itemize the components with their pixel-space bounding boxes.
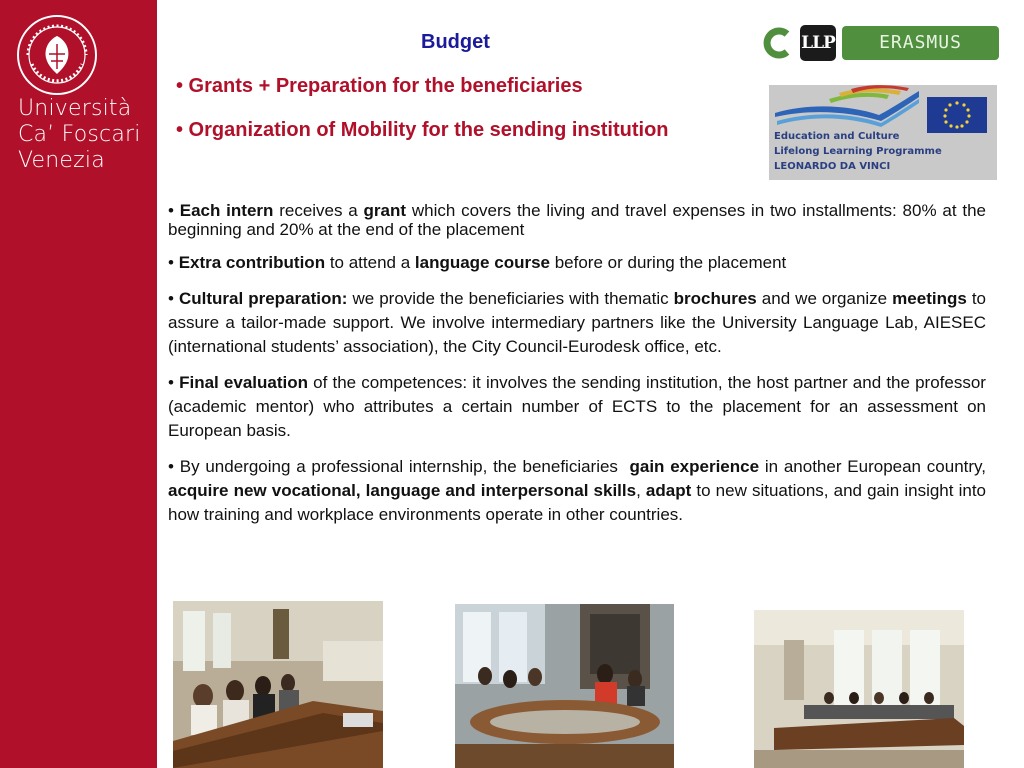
bold-text: Extra contribution — [178, 253, 326, 272]
paragraph-final-evaluation — [168, 371, 986, 443]
text: By undergoing a professional internship, the beneficiaries — [179, 457, 630, 476]
erasmus-llp-logo — [762, 25, 1000, 61]
text: to attend a — [325, 253, 415, 272]
bold-text: Each intern — [179, 201, 274, 220]
leonardo-line: LEONARDO DA VINCI — [774, 161, 891, 172]
bold-text: Cultural preparation: — [178, 289, 348, 308]
bold-text: meetings — [892, 289, 967, 308]
bold-text: language course — [414, 253, 550, 272]
bold-text: gain experience — [629, 457, 760, 476]
text: in another European country, — [759, 457, 986, 476]
university-name-line: Università — [18, 96, 132, 121]
leonardo-banner — [769, 85, 997, 180]
meeting-room-photo-1 — [173, 601, 383, 768]
bold-text: brochures — [673, 289, 757, 308]
leonardo-line: Education and Culture — [774, 131, 900, 142]
leonardo-line: Lifelong Learning Programme — [774, 146, 942, 157]
text: before or during the placement — [550, 253, 787, 272]
bold-text: acquire new vocational, language and interpersonal skills — [168, 481, 637, 500]
sidebar-band — [0, 0, 157, 768]
paragraph-extra-contribution — [168, 251, 986, 275]
bold-text: adapt — [645, 481, 692, 500]
paragraph-internship-benefits — [168, 455, 986, 527]
bold-text: Final evaluation — [179, 373, 309, 392]
page-title: Budget — [421, 31, 490, 53]
university-name — [18, 96, 154, 174]
text: which covers the living and travel expenses in two installments: 80% at the beginning and 20% at the end of the placement — [168, 201, 986, 239]
paragraph-cultural-preparation — [168, 287, 986, 359]
text: , — [636, 481, 646, 500]
body-content — [168, 201, 986, 539]
bullet: • — [168, 289, 179, 308]
llp-c-icon — [762, 26, 796, 60]
paragraph-grant — [168, 201, 986, 239]
text: receives a — [273, 201, 364, 220]
bullet: • — [168, 373, 180, 392]
text: to new situations, and gain insight into how training and workplace environments operate in other countries. — [168, 481, 986, 524]
university-name-line: Ca’ Foscari — [18, 122, 141, 147]
bold-text: grant — [363, 201, 407, 220]
llp-badge: LLP — [800, 25, 836, 61]
text: we provide the beneficiaries with thematic — [347, 289, 674, 308]
meeting-room-photo-3 — [754, 610, 964, 768]
meeting-room-photo-2 — [455, 604, 674, 768]
text: and we organize — [756, 289, 893, 308]
header-bullet-mobility: • Organization of Mobility for the sending institution — [176, 119, 669, 141]
bullet: • — [168, 201, 180, 220]
header-bullet-grants: • Grants + Preparation for the beneficiaries — [176, 75, 583, 97]
bullet: • — [168, 457, 180, 476]
bullet: • — [168, 253, 179, 272]
text: of the competences: it involves the sending institution, the host partner and the professor (academic mentor) who attributes a certain number of ECTS to the placement for an assessment on European basis. — [168, 373, 986, 440]
text: to assure a tailor-made support. We involve intermediary partners like the University Language Lab, AIESEC (international students’ association), the City Council-Eurodesk office, etc. — [168, 289, 987, 356]
university-seal-icon — [16, 14, 98, 96]
eu-flag-icon — [927, 97, 987, 133]
erasmus-badge: ERASMUS — [842, 26, 999, 60]
leonardo-text — [774, 129, 994, 174]
university-name-line: Venezia — [18, 148, 105, 173]
